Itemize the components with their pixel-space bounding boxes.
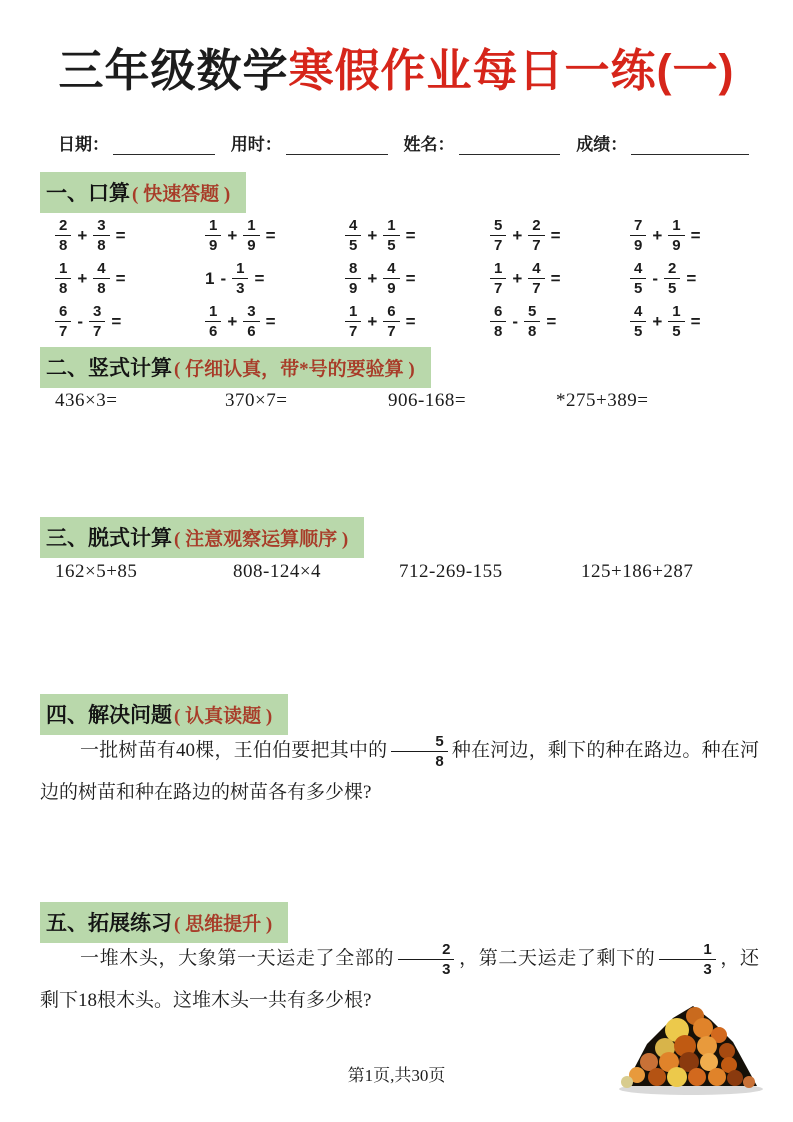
fraction (490, 218, 506, 253)
fraction-denominator: 7 (532, 280, 541, 297)
fraction (243, 304, 259, 339)
title-homework-part: 寒假作业每日一练(一) (288, 45, 735, 96)
section-title: 一、口算 (46, 182, 130, 205)
fraction-denominator: 5 (672, 323, 681, 340)
fraction-denominator: 9 (247, 237, 256, 254)
section-note: ( 思维提升 ) (174, 914, 273, 935)
page-number: 第1页,共30页 (347, 1066, 446, 1085)
fraction (383, 261, 399, 296)
equals-sign: = (115, 268, 126, 288)
fraction (55, 218, 71, 253)
equals-sign: = (115, 225, 126, 245)
section-title: 二、竖式计算 (46, 357, 172, 380)
fraction-denominator: 3 (236, 280, 245, 297)
fraction-denominator: 3 (703, 961, 712, 979)
equals-sign: = (111, 311, 122, 331)
fraction (383, 218, 399, 253)
fraction (630, 218, 646, 253)
oral-calc-problems (55, 214, 765, 343)
fraction-numerator: 4 (345, 218, 361, 236)
operator-or-number: + (512, 225, 523, 245)
header-field-blank (631, 134, 749, 155)
section-heading-word-problem (40, 694, 288, 735)
fraction (55, 261, 71, 296)
section-note: ( 认真读题 ) (174, 706, 273, 727)
section-note: ( 快速答题 ) (132, 184, 231, 205)
fraction-denominator: 6 (247, 323, 256, 340)
fraction-numerator: 4 (93, 261, 109, 279)
fraction-denominator: 8 (435, 753, 444, 771)
operator-or-number: + (227, 311, 238, 331)
equals-sign: = (265, 225, 276, 245)
operator-or-number: - (77, 311, 84, 331)
oral-problem (345, 261, 490, 296)
fraction (630, 304, 646, 339)
fraction (93, 261, 109, 296)
fraction (93, 218, 109, 253)
fraction-numerator: 2 (55, 218, 71, 236)
fraction-numerator: 1 (205, 304, 221, 322)
section-heading-stepwise-calc (40, 517, 364, 558)
page-title (0, 34, 793, 99)
oral-problem (630, 261, 765, 296)
fraction-numerator: 3 (89, 304, 105, 322)
fraction-numerator: 2 (398, 942, 454, 960)
fraction-denominator: 7 (387, 323, 396, 340)
equals-sign: = (265, 311, 276, 331)
fraction-numerator: 1 (243, 218, 259, 236)
fraction-numerator: 1 (668, 304, 684, 322)
fraction (490, 261, 506, 296)
header-field-label: 成绩： (576, 135, 628, 154)
fraction (232, 261, 248, 296)
fraction-numerator: 1 (659, 942, 715, 960)
oral-problem (55, 218, 205, 253)
fraction (528, 261, 544, 296)
section-heading-vertical-calc (40, 347, 431, 388)
oral-problem (345, 304, 490, 339)
operator-or-number: - (220, 268, 227, 288)
fraction-denominator: 8 (97, 237, 106, 254)
fraction-denominator: 7 (93, 323, 102, 340)
stepwise-problem: 808-124×4 (233, 561, 322, 582)
fraction (205, 304, 221, 339)
stepwise-problem: 162×5+85 (55, 561, 138, 582)
fraction-denominator: 7 (349, 323, 358, 340)
fraction (89, 304, 105, 339)
fraction (668, 218, 684, 253)
extension-problem-text: 一堆木头，大象第一天运走了全部的 $\frac{2}{3}$ ，第二天运走了剩下的 $\frac{1}{3}$ ，还剩下18根木头。这堆木头一共有多少根? (40, 941, 759, 1011)
fraction-denominator: 5 (349, 237, 358, 254)
fraction-denominator: 7 (532, 237, 541, 254)
header-field-label: 用时： (230, 135, 282, 154)
fraction-numerator: 8 (345, 261, 361, 279)
oral-problem (345, 218, 490, 253)
operator-or-number: - (512, 311, 519, 331)
equals-sign: = (550, 268, 561, 288)
fraction-denominator: 6 (209, 323, 218, 340)
fraction (524, 304, 540, 339)
oral-problem (205, 304, 345, 339)
fraction-numerator: 4 (383, 261, 399, 279)
equals-sign: = (254, 268, 265, 288)
equals-sign: = (686, 268, 697, 288)
oral-problem (490, 261, 630, 296)
fraction-denominator: 9 (349, 280, 358, 297)
fraction (490, 304, 506, 339)
title-grade-part: 三年级数学 (58, 45, 289, 96)
fraction-denominator: 5 (668, 280, 677, 297)
oral-problem (205, 218, 345, 253)
fraction (391, 734, 447, 769)
header-field (576, 130, 749, 157)
operator-or-number: 1 (205, 268, 215, 288)
fraction-denominator: 7 (494, 237, 503, 254)
fraction-numerator: 4 (528, 261, 544, 279)
fraction (383, 304, 399, 339)
operator-or-number: + (367, 225, 378, 245)
fraction-numerator: 1 (232, 261, 248, 279)
fraction-denominator: 7 (494, 280, 503, 297)
fraction (398, 942, 454, 977)
vertical-problem: 436×3= (55, 390, 118, 411)
operator-or-number: + (367, 311, 378, 331)
equals-sign: = (550, 225, 561, 245)
vertical-problem: 370×7= (225, 390, 288, 411)
fraction-denominator: 8 (97, 280, 106, 297)
fraction-numerator: 1 (55, 261, 71, 279)
fraction-denominator: 8 (528, 323, 537, 340)
header-field-blank (113, 134, 215, 155)
header-field-blank (459, 134, 561, 155)
fraction-numerator: 3 (243, 304, 259, 322)
equals-sign: = (690, 311, 701, 331)
fraction (345, 304, 361, 339)
section-heading-oral-calc (40, 172, 246, 213)
section-heading-extension (40, 902, 288, 943)
fraction-numerator: 2 (528, 218, 544, 236)
vertical-problem: 906-168= (388, 390, 467, 411)
fraction-numerator: 1 (345, 304, 361, 322)
fraction-numerator: 3 (93, 218, 109, 236)
fraction (243, 218, 259, 253)
equals-sign: = (405, 311, 416, 331)
fraction-denominator: 8 (494, 323, 503, 340)
fraction (528, 218, 544, 253)
header-field (231, 130, 404, 157)
fraction-numerator: 6 (55, 304, 71, 322)
equals-sign: = (546, 311, 557, 331)
fraction (664, 261, 680, 296)
word-problem-text: 一批树苗有40棵，王伯伯要把其中的 $\frac{5}{8}$ 种在河边，剩下的种在路边。种在河边的树苗和种在路边的树苗各有多少棵? (40, 733, 759, 803)
fraction-numerator: 5 (490, 218, 506, 236)
fraction-numerator: 5 (391, 734, 447, 752)
fraction-denominator: 3 (442, 961, 451, 979)
stepwise-calc-problems (55, 561, 757, 583)
fraction (345, 218, 361, 253)
vertical-problem: *275+389= (556, 390, 649, 411)
header-field-blank (286, 134, 388, 155)
fraction-numerator: 6 (383, 304, 399, 322)
section-note: ( 仔细认真，带*号的要验算 ) (174, 359, 415, 380)
vertical-calc-problems (55, 390, 757, 412)
oral-problem (205, 261, 345, 296)
operator-or-number: + (77, 225, 88, 245)
fraction-numerator: 1 (490, 261, 506, 279)
fraction-numerator: 2 (664, 261, 680, 279)
section-title: 四、解决问题 (46, 704, 172, 727)
fraction (55, 304, 71, 339)
fraction-denominator: 7 (59, 323, 68, 340)
operator-or-number: + (652, 311, 663, 331)
operator-or-number: + (367, 268, 378, 288)
oral-problem (55, 304, 205, 339)
section-title: 三、脱式计算 (46, 527, 172, 550)
equals-sign: = (405, 268, 416, 288)
header-field (404, 130, 577, 157)
oral-problem (630, 304, 765, 339)
fraction-numerator: 4 (630, 304, 646, 322)
section-note: ( 注意观察运算顺序 ) (174, 529, 349, 550)
stepwise-problem: 712-269-155 (399, 561, 503, 582)
fraction-denominator: 5 (387, 237, 396, 254)
fraction-numerator: 6 (490, 304, 506, 322)
operator-or-number: + (512, 268, 523, 288)
fraction (345, 261, 361, 296)
section-title: 五、拓展练习 (46, 912, 172, 935)
fraction-denominator: 9 (209, 237, 218, 254)
header-field-label: 日期： (58, 135, 109, 154)
fraction (659, 942, 715, 977)
operator-or-number: + (227, 225, 238, 245)
fraction-numerator: 4 (630, 261, 646, 279)
oral-problem (55, 261, 205, 296)
fraction (630, 261, 646, 296)
fraction (205, 218, 221, 253)
fraction-denominator: 8 (59, 280, 68, 297)
fraction (668, 304, 684, 339)
header-field-label: 姓名： (403, 135, 455, 154)
oral-problem (490, 304, 630, 339)
fraction-denominator: 5 (634, 280, 643, 297)
fraction-denominator: 8 (59, 237, 68, 254)
fraction-denominator: 9 (634, 237, 643, 254)
fraction-denominator: 9 (387, 280, 396, 297)
oral-problem (490, 218, 630, 253)
oral-problem (630, 218, 765, 253)
stepwise-problem: 125+186+287 (581, 561, 694, 582)
operator-or-number: + (652, 225, 663, 245)
header-fill-in-row (58, 130, 749, 157)
operator-or-number: - (652, 268, 659, 288)
header-field (58, 130, 231, 157)
fraction-denominator: 5 (634, 323, 643, 340)
fraction-denominator: 9 (672, 237, 681, 254)
equals-sign: = (690, 225, 701, 245)
fraction-numerator: 1 (205, 218, 221, 236)
fraction-numerator: 1 (383, 218, 399, 236)
fraction-numerator: 7 (630, 218, 646, 236)
fraction-numerator: 5 (524, 304, 540, 322)
operator-or-number: + (77, 268, 88, 288)
fraction-numerator: 1 (668, 218, 684, 236)
equals-sign: = (405, 225, 416, 245)
